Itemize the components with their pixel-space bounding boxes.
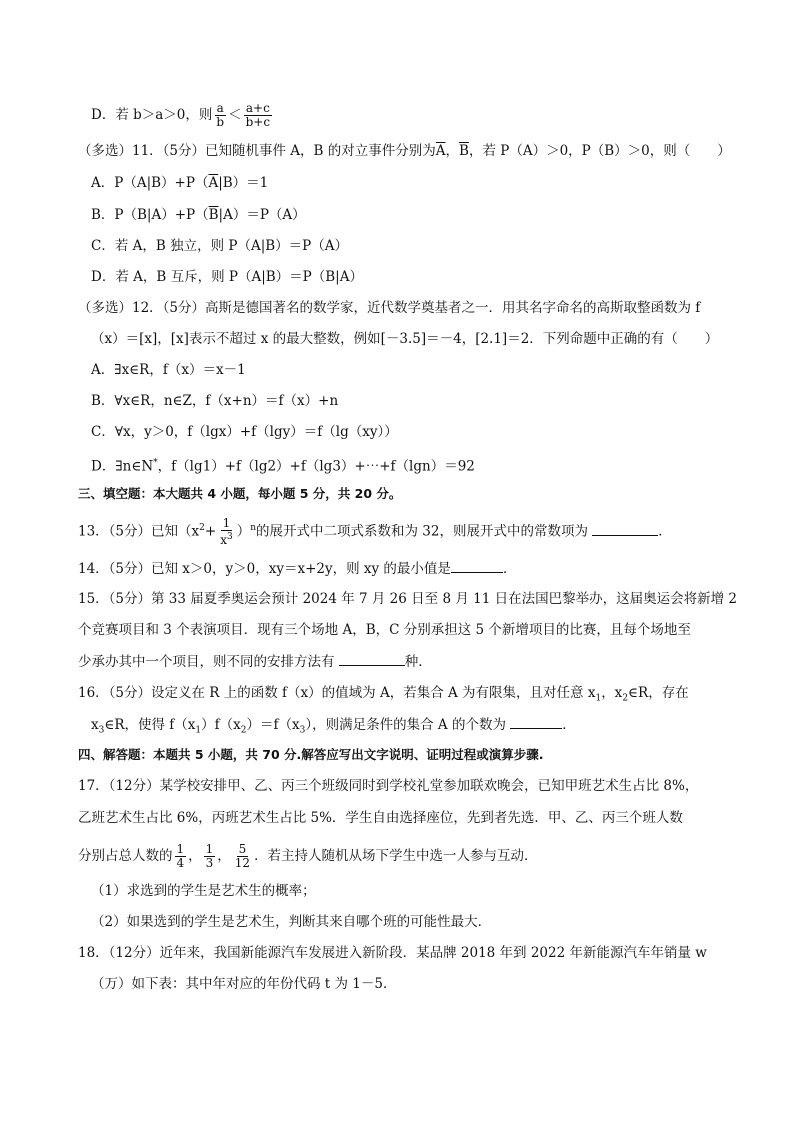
- q12-stem-line2: （x）＝[x]，[x]表示不超过 x 的最大整数，例如[－3.5]＝－4，[2.1]＝2．下列命题中正确的有（ ）: [91, 331, 719, 347]
- q11-stem: （多选）11．（5分）已知随机事件 A，B 的对立事件分别为$\overline{A}$，$\overline{B}$，若 P（A）＞0，P（B）＞0，则（ ）: [78, 143, 731, 159]
- q16-line2: $x_3\in R$，使得 $f(x_1)f(x_2)=f(x_3)$，则满足条件的集合 A 的个数为 ．: [91, 714, 576, 741]
- q17-line3: 分别占总人数的 $\frac{1}{4}$ ， $\frac{1}{3}$ ， $\frac{5}{12}$ ．若主持人随机从场下学生中选一人参与互动．: [78, 842, 538, 870]
- fraction-1-over-4: $\frac{1}{4}$: [176, 842, 185, 870]
- complement-b: $\overline{B}$: [459, 143, 469, 159]
- q11-option-c: C．若 A，B 独立，则 P（A|B）＝P（A）: [91, 238, 349, 254]
- fraction-1-over-3: $\frac{1}{3}$: [205, 842, 214, 870]
- fraction-1-over-x3: $\frac{1}{x^3}$: [220, 516, 233, 547]
- q11-option-a: A．$P(A|B)+P(\overline{A}|B)=1$: [91, 175, 269, 191]
- q14: 14．（5分）已知 x＞0，y＞0，xy＝x+2y，则 xy 的最小值是 ．: [78, 558, 516, 579]
- q11-option-d: D．若 A，B 互斥，则 P（A|B）＝P（B|A）: [91, 269, 363, 285]
- q13: 13．（5分）已知（$x^2+$ $\frac{1}{x^3}$ ）$^n$的展开式中二项式系数和为 32，则展开式中的常数项为 ．: [78, 516, 672, 547]
- fraction-a-over-b: $\frac{a}{b}$: [216, 101, 225, 129]
- q15-line3: 少承办其中一个项目，则不同的安排方法有 种．: [78, 651, 432, 672]
- complement-a: $\overline{A}$: [435, 143, 446, 159]
- q17-line1: 17．（12分）某学校安排甲、乙、丙三个班级同时到学校礼堂参加联欢晚会，已知甲班艺术生占比 8%，: [78, 778, 699, 794]
- fraction-5-over-12: $\frac{5}{12}$: [234, 842, 251, 870]
- q12-option-c: C．∀x，y＞0，f（lgx）+f（lgy）＝f（lg（xy））: [91, 424, 398, 440]
- q17-line2: 乙班艺术生占比 6%，丙班艺术生占比 5%．学生自由选择座位，先到者先选．甲、乙、丙三个班人数: [78, 810, 683, 826]
- q10-option-d: D．若 b＞a＞0，则 $\frac{a}{b}$ ＜ $\frac{a+c}{b+c}$: [91, 101, 271, 129]
- q16-answer-blank[interactable]: [510, 714, 562, 729]
- q15-answer-blank[interactable]: [339, 651, 405, 666]
- q12-option-d: D．∃n∈N*，f（lg1）+f（lg2）+f（lg3）+⋯+f（lgn）＝92: [91, 458, 475, 475]
- fraction-a-plus-c-over-b-plus-c: $\frac{a+c}{b+c}$: [245, 101, 271, 129]
- q18-line2: （万）如下表：其中年对应的年份代码 t 为 1－5．: [91, 976, 397, 992]
- q18-line1: 18．（12分）近年来，我国新能源汽车发展进入新阶段．某品牌 2018 年到 2022 年新能源汽车年销量 w: [78, 945, 707, 961]
- q15-line1: 15．（5分）第 33 届夏季奥运会预计 2024 年 7 月 26 日至 8 月 11 日在法国巴黎举办，这届奥运会将新增 2: [78, 591, 737, 607]
- q14-answer-blank[interactable]: [451, 558, 503, 573]
- q17-sub1: （1）求选到的学生是艺术生的概率；: [91, 883, 316, 899]
- q15-line2: 个竞赛项目和 3 个表演项目．现有三个场地 A，B，C 分别承担这 5 个新增项目的比赛，且每个场地至: [78, 622, 691, 638]
- q17-sub2: （2）如果选到的学生是艺术生，判断其来自哪个班的可能性最大．: [91, 914, 492, 930]
- q12-stem-line1: （多选）12．（5分）高斯是德国著名的数学家，近代数学奠基者之一．用其名字命名的高斯取整函数为 f: [78, 300, 701, 316]
- section-4-heading: 四、解答题：本题共 5 小题，共 70 分.解答应写出文字说明、证明过程或演算步骤.: [78, 747, 544, 762]
- q10-option-d-text: D．若 b＞a＞0，则: [91, 107, 213, 123]
- section-3-heading: 三、填空题：本大题共 4 小题，每小题 5 分，共 20 分。: [78, 486, 402, 501]
- q12-option-b: B．∀x∈R，n∈Z，f（x+n）＝f（x）+n: [91, 393, 339, 409]
- q11-option-b: B．$P(B|A)+P(\overline{B}|A)=P(A)$: [91, 207, 306, 223]
- q13-answer-blank[interactable]: [592, 521, 658, 536]
- q16-line1: 16．（5分）设定义在 R 上的函数 f（x）的值域为 A，若集合 A 为有限集，且对任意 $x_1$，$x_2\in R$，存在: [78, 685, 689, 704]
- q12-option-a: A．∃x∈R，f（x）＝x－1: [91, 362, 246, 378]
